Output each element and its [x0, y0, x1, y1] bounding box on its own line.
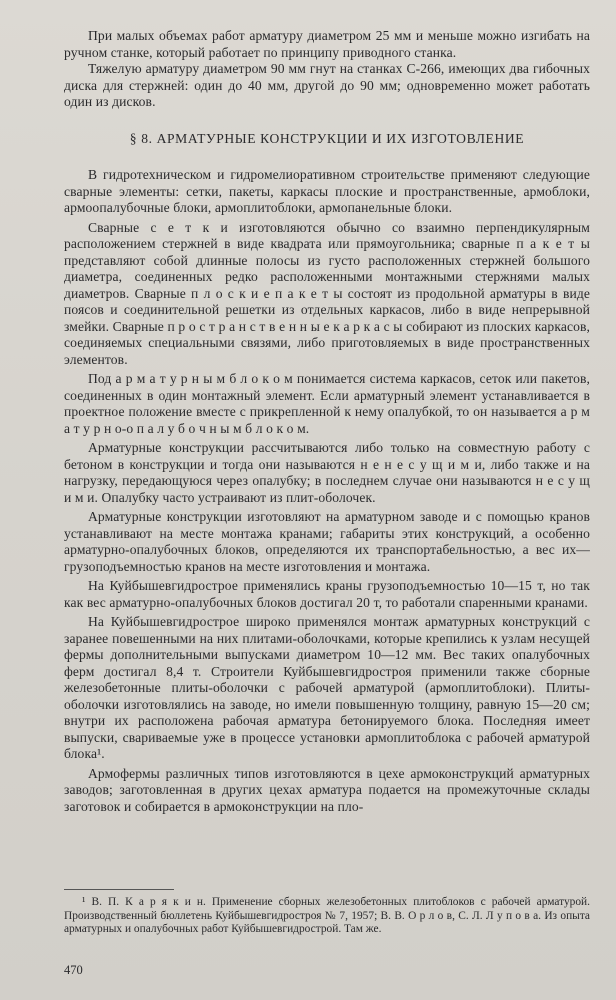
paragraph-kuibyshev-assembly: На Куйбышевгидрострое широко применялся монтаж арматурных конструкций с заранее повешенными на них плитами-оболочками, которые крепились к узлам несущей фермы дополнительными выпусками диаметром 10—12 мм. Вес таких опалубочных ферм достигал 8,4 т. Строители Куйбышевгидростроя применили также сборные железобетонные плиты-оболочки с рабочей арматурой (армоплитоблоки). Плиты-оболочки изготовлялись на заводе, но имели повышенную толщину, равную 15—20 см; внутри их расположена рабочая арматура бетонируемого блока. Последняя имеет выпуски, свариваемые уже в процессе установки армоплитоблока с рабочей арматурой блока¹. — [64, 614, 590, 761]
paragraph-manual-bending: При малых объемах работ арматуру диаметром 25 мм и меньше можно изгибать на ручном станке, который работает по принципу приводного станка. — [64, 28, 590, 60]
paragraph-armatrusses: Армофермы различных типов изготовляются в цехе армоконструкций арматурных заводов; заготовленная в других цехах арматура подается на промежуточные склады заготовок и собирается в армоконструкции на пло- — [64, 765, 590, 814]
top-text-block — [64, 28, 590, 111]
paragraph-rebar-block: Под а р м а т у р н ы м б л о к о м понимается система каркасов, сеток или пакетов, соединенных в один монтажный элемент. Если арматурный элемент устанавливается в проектное положение вместе с прикрепленной к нему опалубкой, то он называется а р м а т у р н о-о п а л у б о ч н ы м б л о к о м. — [64, 371, 590, 436]
body-text-block — [64, 167, 590, 815]
paragraph-factory-production: Арматурные конструкции изготовляют на арматурном заводе и с помощью кранов устанавливают на месте монтажа кранами; габариты этих конструкций, а особенно арматурно-опалубочных блоков, определяются их транспортабельностью, а вес их—грузоподъемностью кранов на месте изготовления и монтажа. — [64, 509, 590, 574]
paragraph-load-bearing: Арматурные конструкции рассчитываются либо только на совместную работу с бетоном в конструкции и тогда они называются н е н е с у щ и м и, либо также и на нагрузку, передающуюся через опалубку; в последнем случае они называются н е с у щ и м и. Опалубку часто устраивают из плит-оболочек. — [64, 440, 590, 505]
footnote-divider — [64, 889, 174, 890]
section-heading: § 8. АРМАТУРНЫЕ КОНСТРУКЦИИ И ИХ ИЗГОТОВЛЕНИЕ — [129, 131, 525, 146]
paragraph-welded-meshes: Сварные с е т к и изготовляются обычно со взаимно перпендикулярным расположением стержней в виде квадрата или прямоугольника; сварные п а к е т ы представляют собой длинные полосы из густо расположенных стержней большого диаметра, соединенных редко расположенными монтажными стержнями малых диаметров. Сварные п л о с к и е п а к е т ы состоят из продольной арматуры в виде поясов и соединительной решетки из отдельных каркасов, либо в виде непрерывной змейки. Сварные п р о с т р а н с т в е н н ы е к а р к а с ы собирают из плоских каркасов, соединяемых специальными связями, либо приготовляемых в виде пространственных элементов. — [64, 219, 590, 367]
paragraph-cranes: На Куйбышевгидрострое применялись краны грузоподъемностью 10—15 т, но так как вес арматурно-опалубочных блоков достигал 20 т, то работали спаренными кранами. — [64, 578, 590, 610]
footnote: ¹ В. П. К а р я к и н. Применение сборных железобетонных плитоблоков с рабочей арматурой. Производственный бюллетень Куйбышевгидростроя № 7, 1957; В. В. О р л о в, С. Л. Л у п о в а. Из опыта арматурных и опалубочных работ Куйбышевгидрострой. Там же. — [64, 896, 590, 936]
page-number: 470 — [64, 963, 83, 977]
paragraph-heavy-rebar: Тяжелую арматуру диаметром 90 мм гнут на станках С-266, имеющих два гибочных диска для стержней: один до 40 мм, другой до 90 мм; одновременно может работать один из дисков. — [64, 61, 590, 109]
paragraph-welded-elements: В гидротехническом и гидромелиоративном строительстве применяют следующие сварные элементы: сетки, пакеты, каркасы плоские и пространственные, армоблоки, армоопалубочные блоки, армоплитоблоки, армопанельные блоки. — [64, 167, 590, 215]
